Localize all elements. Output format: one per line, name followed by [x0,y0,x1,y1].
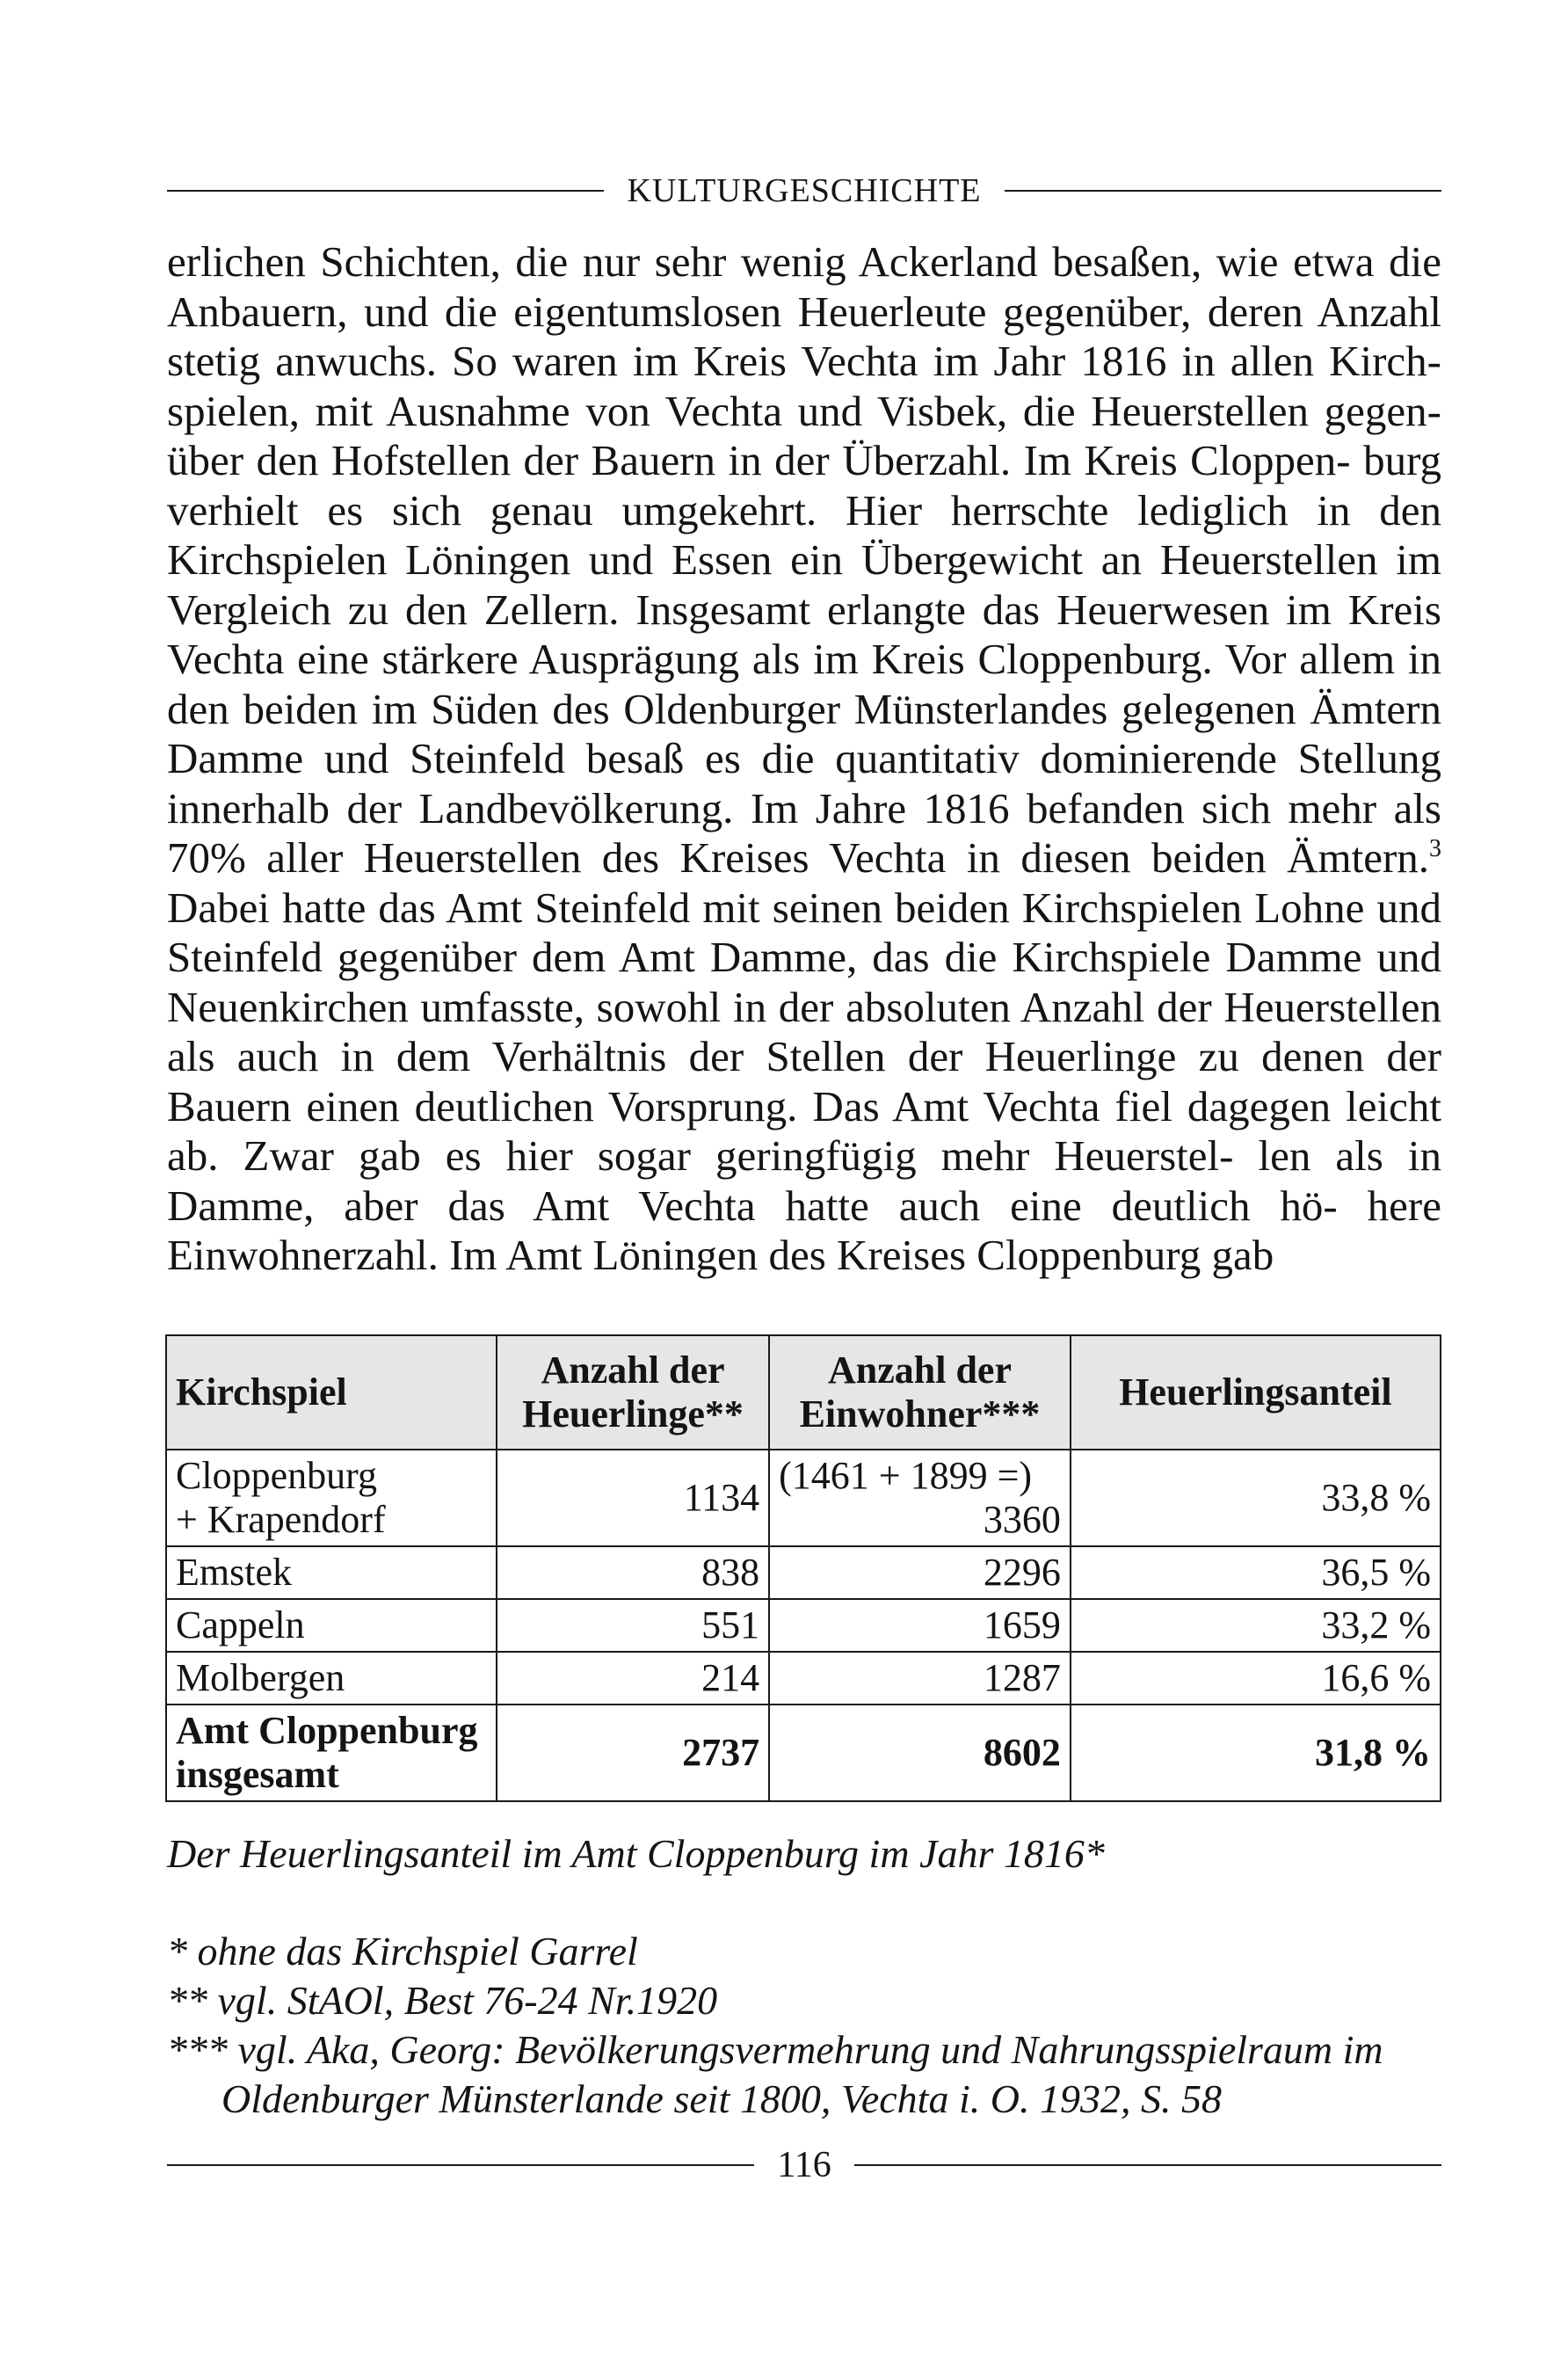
body-line: Ämtern Damme und Steinfeld besaß es die quantitativ dominierende [167,684,1441,782]
cell-kirchspiel: Cappeln [166,1599,497,1652]
cell-anteil: 31,8 % [1071,1705,1441,1801]
table-header-row [166,1335,1441,1450]
body-line: spielen, mit Ausnahme von Vechta und Visbek, die Heuerstellen gegen- [167,386,1441,435]
column-header-einwohner [769,1335,1071,1450]
table-total-row [166,1705,1441,1801]
running-header-title: KULTURGESCHICHTE [627,172,982,209]
cell-heuerlinge: 1134 [497,1450,769,1546]
cell-heuerlinge: 838 [497,1546,769,1599]
page-footer [167,2143,1441,2187]
cell-kirchspiel [166,1450,497,1546]
column-header-kirchspiel: Kirchspiel [166,1335,497,1450]
cell-einwohner: 8602 [769,1705,1071,1801]
cell-text: 3360 [983,1498,1061,1541]
heuerlingsanteil-table [165,1334,1441,1802]
body-line: zu denen der Bauern einen deutlichen Vorsprung. Das Amt Vechta fiel [167,1032,1441,1130]
body-line: stetig anwuchs. So waren im Kreis Vechta im Jahr 1816 in allen Kirch- [167,337,1441,385]
body-line: here Einwohnerzahl. Im Amt Löningen des Kreises Cloppenburg gab [167,1181,1441,1279]
table-row [166,1546,1441,1599]
body-line: Dabei hatte das Amt Steinfeld mit seinen beiden Kirchspielen [167,883,1243,932]
header-rule-left [167,190,604,192]
cell-text: Cloppenburg [176,1454,377,1497]
column-header-heuerlinge [497,1335,769,1450]
table-row [166,1652,1441,1705]
body-line: burg verhielt es sich genau umgekehrt. Hier herrschte lediglich in den [167,436,1441,534]
page-number: 116 [777,2145,831,2185]
header-text: Heuerlinge** [522,1392,744,1436]
body-line: Vergleich zu den Zellern. Insgesamt erlangte das Heuerwesen im Kreis [167,585,1441,634]
cell-einwohner: 2296 [769,1546,1071,1599]
body-line: erlichen Schichten, die nur sehr wenig Ackerland besaßen, wie etwa die [167,237,1441,286]
cell-kirchspiel: Molbergen [166,1652,497,1705]
table-row [166,1450,1441,1546]
body-line: Vechta eine stärkere Ausprägung als im Kreis Cloppenburg. Vor allem [167,635,1396,683]
body-line: Stellung innerhalb der Landbevölkerung. Im Jahre 1816 befanden sich [167,734,1442,832]
cell-einwohner [769,1450,1071,1546]
footer-rule-left [167,2164,754,2166]
cell-anteil: 33,8 % [1071,1450,1441,1546]
header-text: Anzahl der [541,1348,725,1392]
cell-heuerlinge: 214 [497,1652,769,1705]
footer-rule-right [854,2164,1441,2166]
body-line: Ämtern. [1287,833,1430,882]
body-text [167,237,1441,1281]
footnote-reference[interactable]: 3 [1429,835,1442,862]
table-row [166,1599,1441,1652]
cell-kirchspiel: Emstek [166,1546,497,1599]
body-paragraph [167,237,1441,1281]
cell-text: insgesamt [176,1753,339,1796]
body-line: Anbauern, und die eigentumslosen Heuerleute gegenüber, deren Anzahl [167,287,1441,336]
cell-anteil: 33,2 % [1071,1599,1441,1652]
cell-einwohner: 1659 [769,1599,1071,1652]
cell-anteil: 16,6 % [1071,1652,1441,1705]
cell-text: (1461 + 1899 =) [779,1454,1033,1497]
cell-text: Amt Cloppenburg [176,1709,478,1752]
body-line: dagegen leicht ab. Zwar gab es hier sogar geringfügig mehr Heuerstel- [167,1081,1442,1180]
footnotes [167,1927,1441,2124]
table-caption: Der Heuerlingsanteil im Amt Cloppenburg im Jahr 1816* [167,1831,1105,1876]
header-text: Einwohner*** [799,1392,1041,1436]
body-line: Damme und Neuenkirchen umfasste, sowohl in der absoluten Anzahl [167,933,1441,1031]
body-line: mehr als 70% aller Heuerstellen des Kreises Vechta in diesen beiden [167,783,1442,882]
cell-einwohner: 1287 [769,1652,1071,1705]
footnote: *** vgl. Aka, Georg: Bevölkerungsvermehrung und Nahrungsspielraum im Oldenburger Münsterlande seit 1800, Vechta i. O. 1932, S. 58 [167,2027,1383,2121]
footnote: ** vgl. StAOl, Best 76-24 Nr.1920 [167,1978,718,2023]
header-text: Anzahl der [827,1348,1012,1392]
column-header-heuerlingsanteil: Heuerlingsanteil [1071,1335,1441,1450]
cell-anteil: 36,5 % [1071,1546,1441,1599]
body-line: Lohne und Steinfeld gegenüber dem Amt Damme, das die Kirchspiele [167,883,1442,981]
cell-heuerlinge: 2737 [497,1705,769,1801]
cell-kirchspiel [166,1705,497,1801]
running-header [167,169,1441,213]
body-line: über den Hofstellen der Bauern in der Überzahl. Im Kreis Cloppen- [167,436,1351,484]
cell-text: + Krapendorf [176,1498,386,1541]
body-line: der Heuerstellen als auch in dem Verhältnis der Stellen der Heuerlinge [167,982,1441,1080]
footnote: * ohne das Kirchspiel Garrel [167,1929,638,1974]
body-line: in den beiden im Süden des Oldenburger Münsterlandes gelegenen [167,635,1442,733]
cell-heuerlinge: 551 [497,1599,769,1652]
body-line: len als in Damme, aber das Amt Vechta hatte auch eine deutlich hö- [167,1131,1441,1230]
body-line: Kirchspielen Löningen und Essen ein Übergewicht an Heuerstellen im [167,535,1441,584]
header-rule-right [1005,190,1441,192]
